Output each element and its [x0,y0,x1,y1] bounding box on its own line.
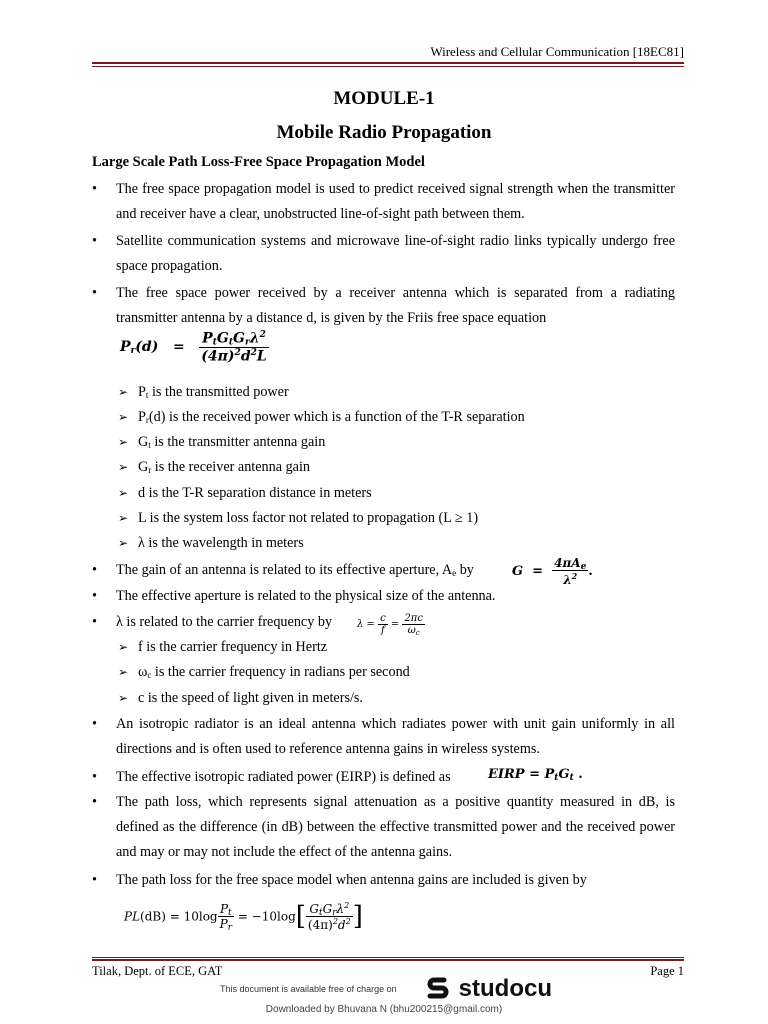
studocu-icon [424,974,452,1002]
running-header: Wireless and Cellular Communication [18EC81] [430,44,684,59]
bullet-icon: • [92,181,97,197]
bullet-text: Satellite communication systems and microwave line-of-sight radio links typically undergo free space propagation. [116,233,675,274]
bullet-icon: • [92,614,97,630]
bullet-icon: • [92,769,97,785]
bullet-text: The free space propagation model is used to predict received signal strength when the transmitter and receiver have a clear, unobstructed line-of-sight path between them. [116,181,675,222]
section-heading: Large Scale Path Loss-Free Space Propagation Model [92,154,425,170]
bullet-icon: • [92,562,97,578]
bullet-icon: • [92,285,97,301]
bullet-text: The free space power received by a receiver antenna which is separated from a radiating transmitter antenna by a distance d, is given by the Friis free space equation [116,285,675,326]
footer-author: Tilak, Dept. of ECE, GAT [92,964,223,978]
document-page: Wireless and Cellular Communication [18EC81] MODULE-1 Mobile Radio Propagation Large Scale Path Loss-Free Space Propagation Model • The free space propagation model is used to predict received signal strength when the transmitter and receiver have a clear, unobstructed line-of-sight path between them. • Satellite communication systems and microwave line-of-sight radio links typically undergo free space propagation. • The free space power received by a receiver antenna which is separated from a radiating transmitter antenna by a distance d, is given by the Friis free space equation $P_r(d)$ = $\frac{P_tG_tG_r\lambda^2}{(4\pi)^2d^2L}$ ➢ $P_t$ is the transmitted power ➢ $P_r(d)$ is the received power which is a function of the T-R separation ➢ $G_t$ is the transmitter antenna gain ➢ $G_r$ is the receiver antenna gain ➢ d is the T-R separation distance in meters ➢ L is the system loss factor not related to propagation (L ≥ 1) ➢ λ is the wavelength in meters • The gain of an antenna is related to its effective aperture, $A_e$ by G = $\frac{4\pi A_e}{\lambda^2}$ . • The effective aperture is related to the physical size of the antenna. • λ is related to the carrier frequency by λ = $\frac{c}{f}$ = $\frac{2\pi c}{\omega_c}$ ➢ f is the carrier frequency in Hertz ➢ $\omega_c$ is the carrier frequency in radians per second ➢ c is the speed of light given in meters/s. • An isotropic radiator is an ideal antenna which radiates power with unit gain uniformly in all directions and is often used to reference antenna gains in wireless systems. • The effective isotropic radiated power (EIRP) is defined as EIRP = $P_tG_t$ . • The path loss, which represents signal attenuation as a positive quantity measured in dB, is defined as the difference (in dB) between the effective transmitted power and the received power and may or may not include the effect of the antenna gains. • The path loss for the free space model when antenna gains are included is given by PL(dB) = 10log $\frac{P_t}{P_r}$ = −10log[ $\frac{G_tG_r\lambda^2}{(4\pi)^2d^2}$ ] Tilak, Dept. of ECE, GAT Page 1 This document is available free of charge on studocu Downloaded by Bhuvana N (bhu200215@gmail.com) [0,0,768,1024]
bullet-icon: • [92,872,97,888]
eirp-equation: EIRP = $P_tG_t$ . [488,767,583,783]
gain-equation: G = $\frac{4\pi A_e}{\lambda^2}$ . [512,556,593,587]
bullet-icon: • [92,716,97,732]
arrow-bullet-icon: ➢ [118,640,129,654]
arrow-bullet-icon: ➢ [118,435,129,449]
path-loss-equation: PL(dB) = 10log $\frac{P_t}{P_r}$ = −10log[ $\frac{G_tG_r\lambda^2}{(4\pi)^2d^2}$ ] [124,901,363,933]
availability-note: This document is available free of charge on [220,984,397,994]
studocu-logo[interactable] [424,974,552,1003]
arrow-bullet-icon: ➢ [118,536,129,550]
module-title: MODULE-1 [333,88,435,109]
bullet-text: The path loss, which represents signal attenuation as a positive quantity measured in dB, is defined as the difference (in dB) between the effective transmitted power and the received power and may or may not include the effect of the antenna gains. [116,794,675,860]
page-number: Page 1 [650,964,684,978]
download-note: Downloaded by Bhuvana N (bhu200215@gmail.com) [265,1004,503,1015]
arrow-bullet-icon: ➢ [118,486,129,500]
studocu-wordmark: studocu [458,975,552,1002]
footer-rule [92,957,684,961]
friis-equation: $P_r(d)$ = $\frac{P_tG_tG_r\lambda^2}{(4\pi)^2d^2L}$ [120,330,267,365]
chapter-title: Mobile Radio Propagation [276,122,492,143]
wavelength-equation: λ = $\frac{c}{f}$ = $\frac{2\pi c}{\omega_c}$ [357,613,423,637]
bullet-icon: • [92,233,97,249]
bullet-text: An isotropic radiator is an ideal antenna which radiates power with unit gain uniformly in all directions and is often used to reference antenna gains in wireless systems. [116,716,675,757]
arrow-bullet-icon: ➢ [118,665,129,679]
bullet-icon: • [92,794,97,810]
arrow-bullet-icon: ➢ [118,691,129,705]
arrow-bullet-icon: ➢ [118,385,129,399]
arrow-bullet-icon: ➢ [118,511,129,525]
arrow-bullet-icon: ➢ [118,460,129,474]
bullet-icon: • [92,588,97,604]
header-rule [92,62,684,67]
arrow-bullet-icon: ➢ [118,410,129,424]
